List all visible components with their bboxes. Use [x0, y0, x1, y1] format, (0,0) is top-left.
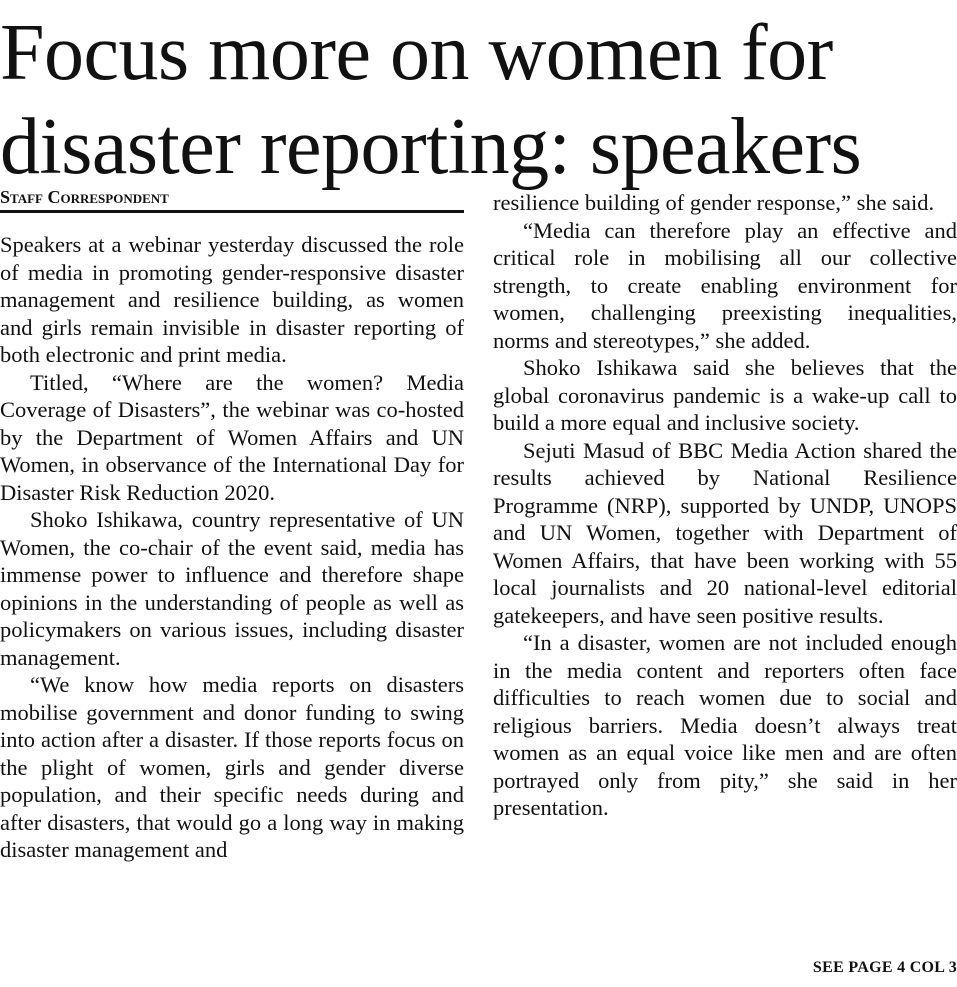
jump-line: SEE PAGE 4 COL 3: [812, 959, 957, 976]
article-column-right: [493, 189, 957, 822]
paragraph: Shoko Ishikawa said she believes that the global coronavirus pandemic is a wake-up call to build a more equal and inclusive society.: [493, 355, 957, 435]
paragraph: resilience building of gender response,” she said.: [493, 190, 935, 215]
article-column-left: [0, 231, 464, 864]
byline: Staff Correspondent: [0, 184, 464, 213]
paragraph: Sejuti Masud of BBC Media Action shared the results achieved by National Resilience Programme (NRP), supported by UNDP, UNOPS and UN Women, together with Department of Women Affairs, that have been working with 55 local journalists and 20 national-level editorial gatekeepers, and have seen positive results.: [493, 437, 957, 628]
paragraph: Speakers at a webinar yesterday discussed the role of media in promoting gender-responsive disaster management and resilience building, as women and girls remain invisible in disaster reporting of both electronic and print media.: [0, 232, 464, 367]
paragraph: “We know how media reports on disasters mobilise government and donor funding to swing into action after a disaster. If those reports focus on the plight of women, girls and gender diverse population, and their specific needs during and after disasters, that would go a long way in making disaster management and: [0, 672, 464, 862]
paragraph: “In a disaster, women are not included enough in the media content and reporters often face difficulties to reach women due to social and religious barriers. Media doesn’t always treat women as an equal voice like men and are often portrayed only from pity,” she said in her presentation.: [493, 630, 957, 820]
paragraph: Shoko Ishikawa, country representative of UN Women, the co-chair of the event said, media has immense power to influence and therefore shape opinions in the understanding of people as well as policymakers on various issues, including disaster management.: [0, 507, 464, 670]
headline: Focus more on women for disaster reporting: speakers: [0, 9, 862, 191]
paragraph: “Media can therefore play an effective and critical role in mobilising all our collective strength, to create enabling environment for women, challenging preexisting inequalities, norms and stereotypes,” she added.: [493, 217, 957, 353]
paragraph: Titled, “Where are the women? Media Coverage of Disasters”, the webinar was co-hosted by the Department of Women Affairs and UN Women, in observance of the International Day for Disaster Risk Reduction 2020.: [0, 369, 464, 505]
